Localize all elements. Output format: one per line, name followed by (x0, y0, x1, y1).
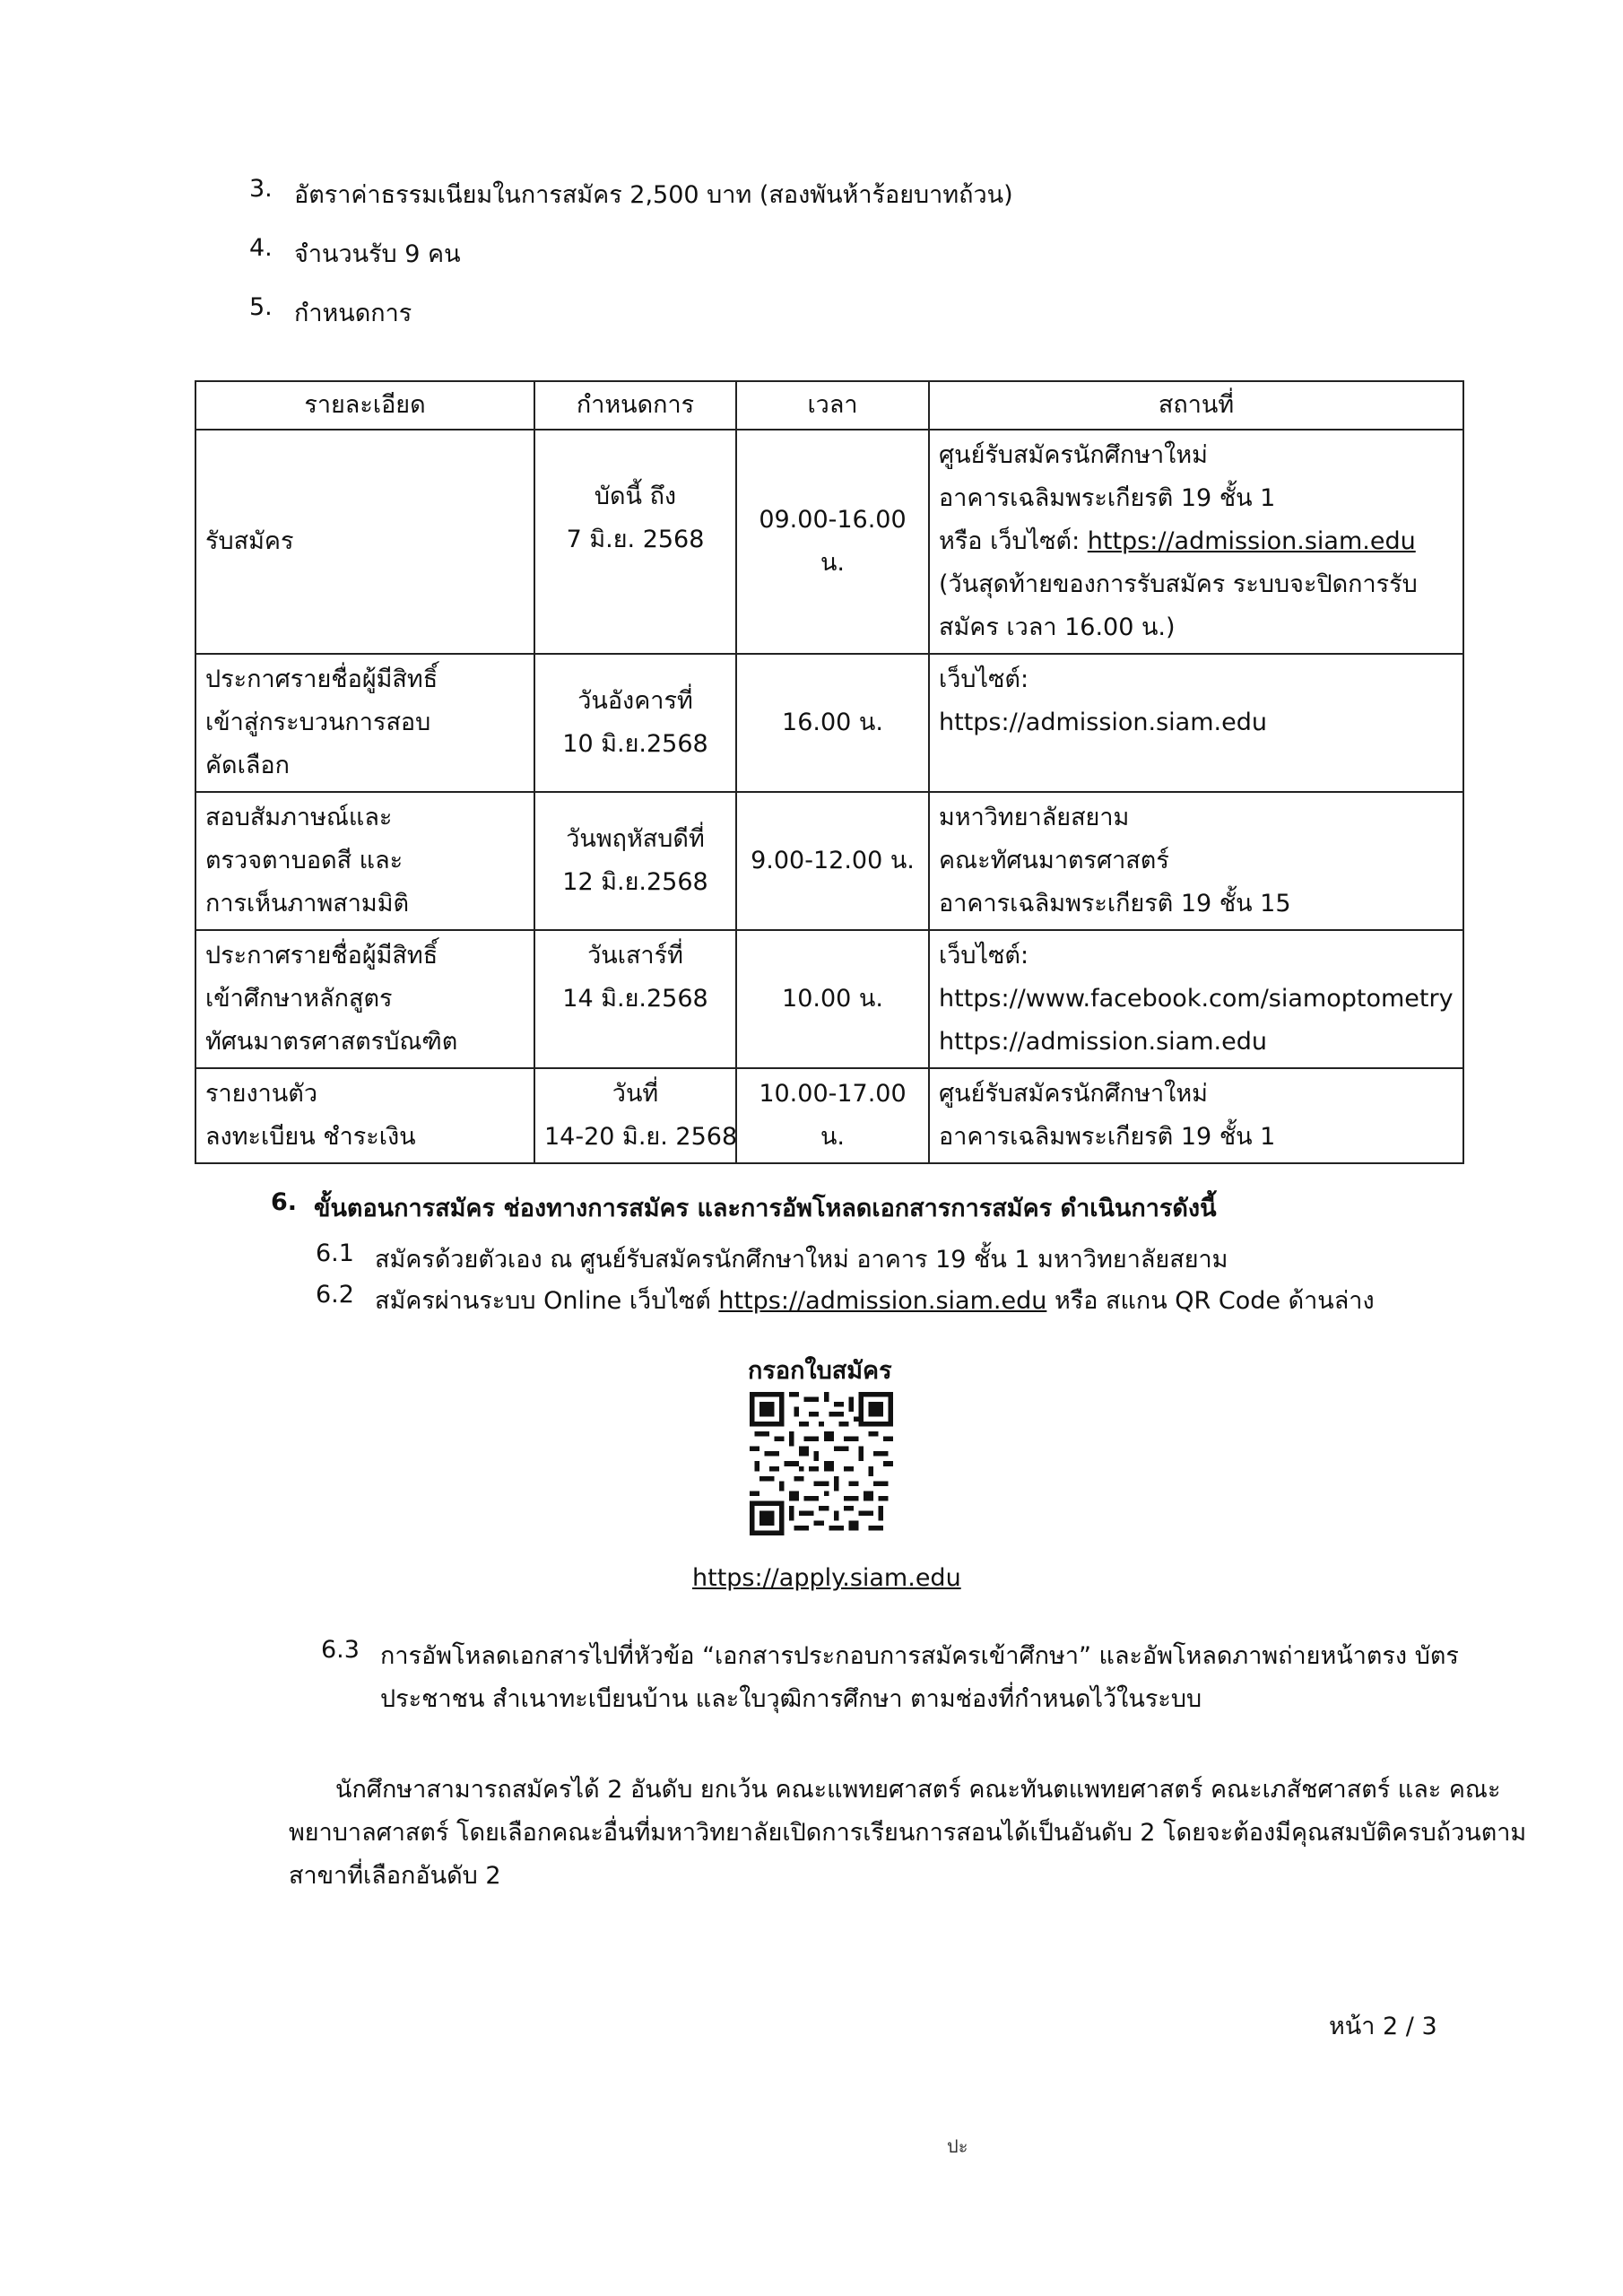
subsection-number: 6.2 (316, 1281, 354, 1309)
cell-time: 09.00-16.00 น. (736, 430, 929, 654)
cell-date (534, 1068, 736, 1163)
subsection-text: ประชาชน สำเนาทะเบียนบ้าน และใบวุฒิการศึกษา ตามช่องที่กำหนดไว้ในระบบ (380, 1685, 1202, 1713)
header-time: เวลา (736, 381, 929, 430)
section-title: ขั้นตอนการสมัคร ช่องทางการสมัคร และการอัพโหลดเอกสารการสมัคร ดำเนินการดังนี้ (314, 1195, 1217, 1222)
subsection-text: สมัครด้วยตัวเอง ณ ศูนย์รับสมัครนักศึกษาใหม่ อาคาร 19 ชั้น 1 มหาวิทยาลัยสยาม (375, 1246, 1228, 1274)
item-number: 4. (249, 234, 273, 262)
date-line: วันอังคารที่ (577, 687, 693, 715)
table-row (195, 1068, 1463, 1163)
table-row (195, 430, 1463, 654)
cell-place (929, 430, 1463, 654)
place-line: เว็บไซต์: (939, 665, 1029, 693)
date-line: บัดนี้ ถึง (594, 483, 677, 510)
date-line: 14-20 มิ.ย. 2568 (544, 1123, 738, 1151)
cell-time: 10.00 น. (736, 930, 929, 1068)
subsection-text (375, 1281, 1375, 1319)
place-line-with-link (939, 520, 1454, 563)
detail-line: เข้าศึกษาหลักสูตร (205, 985, 393, 1013)
cell-time: 9.00-12.00 น. (736, 792, 929, 930)
item-text: อัตราค่าธรรมเนียมในการสมัคร 2,500 บาท (สองพันห้าร้อยบาทถ้วน) (294, 181, 1013, 209)
detail-line: ทัศนมาตรศาสตรบัณฑิต (205, 1028, 458, 1056)
subsection-number: 6.1 (316, 1239, 354, 1267)
qr-code-icon[interactable] (750, 1392, 893, 1535)
cell-date (534, 654, 736, 792)
place-line: ศูนย์รับสมัครนักศึกษาใหม่ (939, 1080, 1208, 1108)
cell-date (534, 430, 736, 654)
cell-detail (195, 1068, 534, 1163)
detail-line: รายงานตัว (205, 1080, 317, 1108)
place-line: https://admission.siam.edu (939, 709, 1267, 736)
note-line: สาขาที่เลือกอันดับ 2 (289, 1862, 501, 1890)
s62-prefix: สมัครผ่านระบบ Online เว็บไซต์ (375, 1287, 719, 1315)
page-number: หน้า 2 / 3 (1329, 2013, 1437, 2040)
item-text: จำนวนรับ 9 คน (294, 240, 461, 268)
table-row (195, 792, 1463, 930)
cell-time: 16.00 น. (736, 654, 929, 792)
section-number: 6. (271, 1188, 298, 1216)
cell-detail (195, 792, 534, 930)
item-number: 5. (249, 293, 273, 321)
place-line: อาคารเฉลิมพระเกียรติ 19 ชั้น 1 (939, 1123, 1276, 1151)
schedule-table (195, 380, 1464, 1164)
place-line: (วันสุดท้ายของการรับสมัคร ระบบจะปิดการรับ (939, 570, 1418, 598)
date-line: วันที่ (612, 1080, 659, 1108)
note-line: นักศึกษาสามารถสมัครได้ 2 อันดับ ยกเว้น คณะแพทยศาสตร์ คณะทันตแพทยศาสตร์ คณะเภสัชศาสตร์ และ คณะ (335, 1776, 1501, 1804)
place-line: เว็บไซต์: (939, 942, 1029, 970)
cell-place (929, 930, 1463, 1068)
date-line: 10 มิ.ย.2568 (562, 730, 708, 758)
place-line: คณะทัศนมาตรศาสตร์ (939, 847, 1169, 874)
cell-date (534, 930, 736, 1068)
place-line: https://www.facebook.com/siamoptometry (939, 985, 1454, 1013)
cell-place (929, 1068, 1463, 1163)
apply-link[interactable]: https://apply.siam.edu (692, 1564, 961, 1592)
cell-place (929, 654, 1463, 792)
detail-line: รับสมัคร (205, 527, 294, 555)
detail-line: ประกาศรายชื่อผู้มีสิทธิ์ (205, 942, 438, 970)
cell-detail (195, 430, 534, 654)
table-header-row (195, 381, 1463, 430)
detail-line: ประกาศรายชื่อผู้มีสิทธิ์ (205, 665, 438, 693)
note-line: พยาบาลศาสตร์ โดยเลือกคณะอื่นที่มหาวิทยาลัยเปิดการเรียนการสอนได้เป็นอันดับ 2 โดยจะต้องมีคุณสมบัติครบถ้วนตาม (289, 1819, 1527, 1847)
detail-line: สอบสัมภาษณ์และ (205, 804, 393, 831)
detail-line: ลงทะเบียน ชำระเงิน (205, 1123, 416, 1151)
subsection-number: 6.3 (321, 1636, 360, 1664)
detail-line: ตรวจตาบอดสี และ (205, 847, 404, 874)
header-date: กำหนดการ (534, 381, 736, 430)
detail-line: คัดเลือก (205, 752, 290, 779)
place-line: ศูนย์รับสมัครนักศึกษาใหม่ (939, 441, 1208, 469)
qr-caption: กรอกใบสมัคร (748, 1357, 892, 1385)
admission-link[interactable]: https://admission.siam.edu (1087, 527, 1416, 555)
place-prefix: หรือ เว็บไซต์: (939, 527, 1088, 555)
place-line: สมัคร เวลา 16.00 น.) (939, 613, 1176, 641)
place-line: อาคารเฉลิมพระเกียรติ 19 ชั้น 15 (939, 890, 1291, 918)
date-line: 7 มิ.ย. 2568 (566, 526, 705, 553)
table-row (195, 654, 1463, 792)
item-text: กำหนดการ (294, 300, 412, 327)
date-line: วันเสาร์ที่ (587, 942, 683, 970)
admission-link[interactable]: https://admission.siam.edu (718, 1287, 1047, 1315)
cell-detail (195, 930, 534, 1068)
footer-mark: ปะ (947, 2135, 968, 2157)
header-detail: รายละเอียด (195, 381, 534, 430)
date-line: 14 มิ.ย.2568 (562, 985, 708, 1013)
header-place: สถานที่ (929, 381, 1463, 430)
cell-detail (195, 654, 534, 792)
subsection-text: การอัพโหลดเอกสารไปที่หัวข้อ “เอกสารประกอบการสมัครเข้าศึกษา” และอัพโหลดภาพถ่ายหน้าตรง บัตร (380, 1642, 1459, 1670)
place-line: https://admission.siam.edu (939, 1028, 1267, 1056)
cell-date (534, 792, 736, 930)
date-line: วันพฤหัสบดีที่ (566, 825, 705, 853)
place-line: อาคารเฉลิมพระเกียรติ 19 ชั้น 1 (939, 484, 1276, 512)
cell-place (929, 792, 1463, 930)
date-line: 12 มิ.ย.2568 (562, 868, 708, 896)
s62-suffix: หรือ สแกน QR Code ด้านล่าง (1046, 1287, 1375, 1315)
place-line: มหาวิทยาลัยสยาม (939, 804, 1130, 831)
item-number: 3. (249, 175, 273, 203)
detail-line: การเห็นภาพสามมิติ (205, 890, 410, 918)
detail-line: เข้าสู่กระบวนการสอบ (205, 709, 431, 736)
cell-time: 10.00-17.00 น. (736, 1068, 929, 1163)
table-row (195, 930, 1463, 1068)
